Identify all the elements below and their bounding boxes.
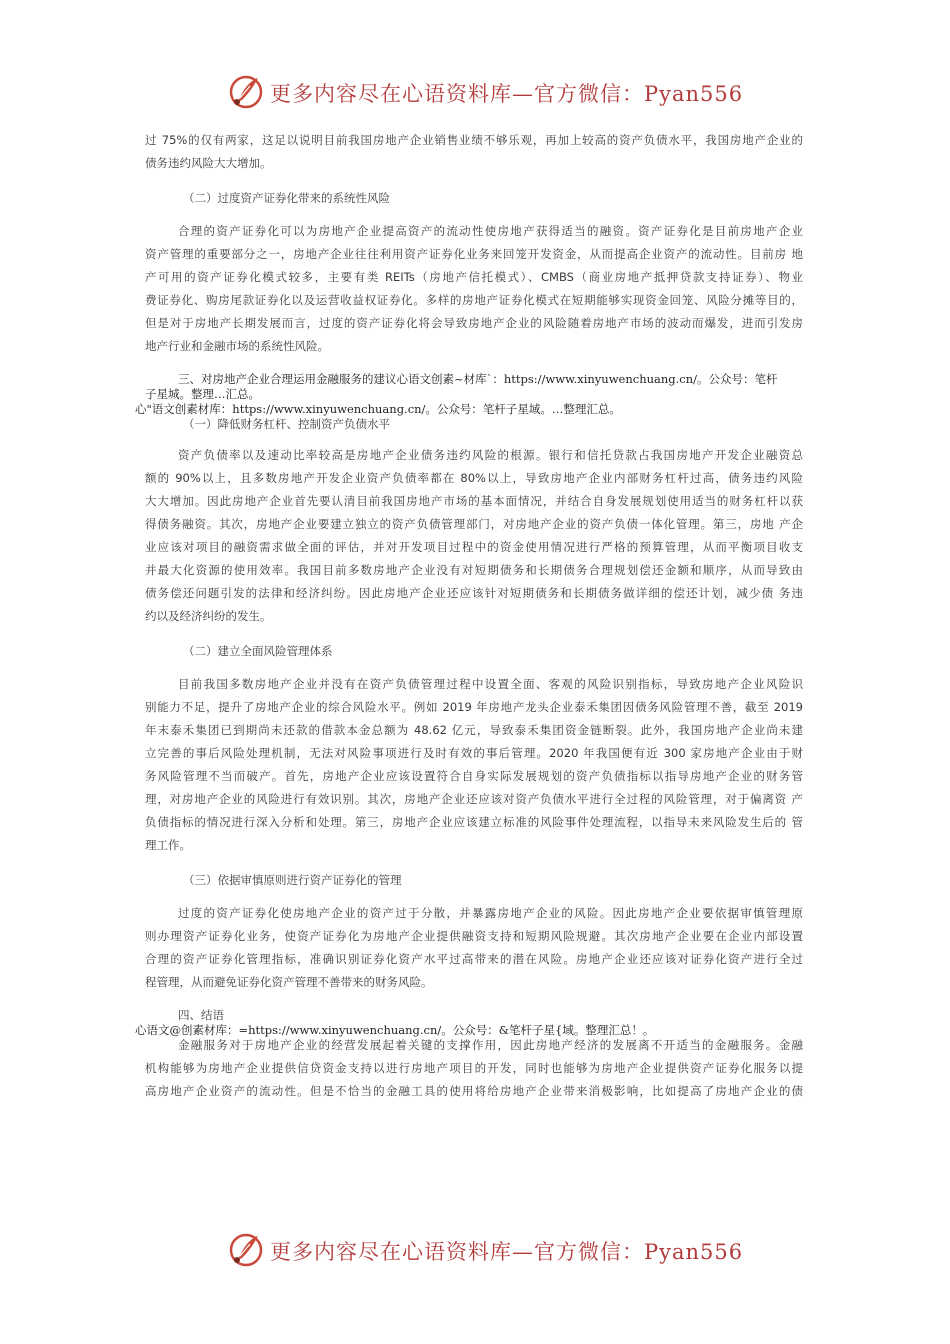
section-heading: （二）建立全面风险管理体系 [183,644,333,658]
text-line: 负债指标的情况进行深入分析和处理。第三，房地产企业应该建立标准的风险事件处理流程，以指导未来风险发生后的 管 [145,815,803,829]
text-line: 资产管理的重要部分之一，房地产企业往往利用资产证券化业务来回笼开发资金，从而提高企业资产的流动性。目前房 地 [145,247,803,261]
text-line: 费证券化、购房尾款证券化以及运营收益权证券化。多样的房地产证券化模式在短期能够实现资金回笼、风险分摊等目的， [145,293,803,307]
header-banner [0,70,950,114]
section-heading: 三、对房地产企业合理运用金融服务的建议心语文创素~材库`：https://www.xinyuwenchuang.cn/。公众号：笔杆 [178,372,778,386]
text-line: 年末泰禾集团已到期尚未还款的借款本金总额为 48.62 亿元，导致泰禾集团资金链断裂。此外，我国房地产企业尚未建 [145,723,803,737]
text-line: 但是对于房地产长期发展而言，过度的资产证券化将会导致房地产企业的风险随着房地产市场的波动而爆发，进而引发房 [145,316,803,330]
text-line: 立完善的事后风险处理机制，无法对风险事项进行及时有效的事后管理。2020 年我国便有近 300 家房地产企业由于财 [145,746,803,760]
section-heading: （三）依据审慎原则进行资产证券化的管理 [183,873,402,887]
text-line: 金融服务对于房地产企业的经营发展起着关键的支撑作用，因此房地产经济的发展离不开适当的金融服务。金融 [178,1038,803,1052]
watermark-line: 心"语文创素材库：https://www.xinyuwenchuang.cn/。公众号：笔杆子星域。…整理汇总。 [135,402,621,416]
text-line: 理工作。 [145,838,191,852]
text-line: 合理的资产证券化可以为房地产企业提高资产的流动性使房地产获得适当的融资。资产证券化是目前房地产企业 [178,224,803,238]
text-line: 得债务融资。其次，房地产企业要建立独立的资产负债管理部门，对房地产企业的资产负债一体化管理。第三，房地 产企 [145,517,803,531]
text-line: 额的 90%以上，且多数房地产开发企业资产负债率都在 80%以上，导致房地产企业内部财务杠杆过高，债务违约风险 [145,471,803,485]
text-line: 高房地产企业资产的流动性。但是不恰当的金融工具的使用将给房地产企业带来消极影响，比如提高了房地产企业的债 [145,1084,803,1098]
text-line: 程管理，从而避免证券化资产管理不善带来的财务风险。 [145,975,433,989]
text-line: 大大增加。因此房地产企业首先要认清目前我国房地产市场的基本面情况，并结合自身发展规划使用适当的财务杠杆以获 [145,494,803,508]
pen-logo-icon [228,1230,266,1270]
text-line: 合理的资产证券化管理指标，准确识别证券化资产水平过高带来的潜在风险。房地产企业还应该对证券化资产进行全过 [145,952,803,966]
pen-logo-icon [228,72,266,112]
text-line: 地产行业和金融市场的系统性风险。 [145,339,329,353]
text-line: 产可用的资产证券化模式较多，主要有类 REITs（房地产信托模式）、CMBS（商业房地产抵押贷款支持证券）、物业 [145,270,803,284]
text-line: 别能力不足，提升了房地产企业的综合风险水平。例如 2019 年房地产龙头企业泰禾集团因债务风险管理不善，截至 2019 [145,700,803,714]
text-line: 债务偿还问题引发的法律和经济纠纷。因此房地产企业还应该针对短期债务和长期债务做详细的偿还计划，减少债 务违 [145,586,803,600]
banner-text: 更多内容尽在心语资料库—官方微信：Pyan556 [270,82,744,106]
footer-banner [0,1228,950,1272]
text-line: 业应该对项目的融资需求做全面的评估，并对开发项目过程中的资金使用情况进行严格的预算管理，从而平衡项目收支 [145,540,803,554]
text-line: 约以及经济纠纷的发生。 [145,609,272,623]
text-line: 子星城。整理…汇总。 [145,387,260,401]
text-line: 则办理资产证券化业务，使资产证券化为房地产企业提供融资支持和短期风险规避。其次房地产企业要在企业内部设置 [145,929,803,943]
section-heading: （一）降低财务杠杆、控制资产负债水平 [183,417,390,431]
text-line: 理，对房地产企业的风险进行有效识别。其次，房地产企业还应该对资产负债水平进行全过程的风险管理，对于偏离资 产 [145,792,803,806]
text-line: 目前我国多数房地产企业并没有在资产负债管理过程中设置全面、客观的风险识别指标，导致房地产企业风险识 [178,677,803,691]
banner-text: 更多内容尽在心语资料库—官方微信：Pyan556 [270,1240,744,1264]
section-heading: （二）过度资产证券化带来的系统性风险 [183,191,390,205]
watermark-line: 心语文@创素材库：=https://www.xinyuwenchuang.cn/。公众号：&笔杆子星{域。整理汇总！。 [135,1023,655,1037]
text-line: 过 75%的仅有两家，这足以说明目前我国房地产企业销售业绩不够乐观，再加上较高的资产负债水平，我国房地产企业的 [145,133,803,147]
section-heading: 四、结语 [178,1008,224,1022]
text-line: 机构能够为房地产企业提供信贷资金支持以进行房地产项目的开发，同时也能够为房地产企业提供资产证券化服务以提 [145,1061,803,1075]
text-line: 务风险管理不当而破产。首先，房地产企业应该设置符合自身实际发展规划的资产负债指标以指导房地产企业的财务管 [145,769,803,783]
text-line: 资产负债率以及速动比率较高是房地产企业债务违约风险的根源。银行和信托贷款占我国房地产开发企业融资总 [178,448,803,462]
text-line: 过度的资产证券化使房地产企业的资产过于分散，并暴露房地产企业的风险。因此房地产企业要依据审慎管理原 [178,906,803,920]
text-line: 并最大化资源的使用效率。我国目前多数房地产企业没有对短期债务和长期债务合理规划偿还金额和顺序，从而导致由 [145,563,803,577]
text-line: 债务违约风险大大增加。 [145,156,272,170]
